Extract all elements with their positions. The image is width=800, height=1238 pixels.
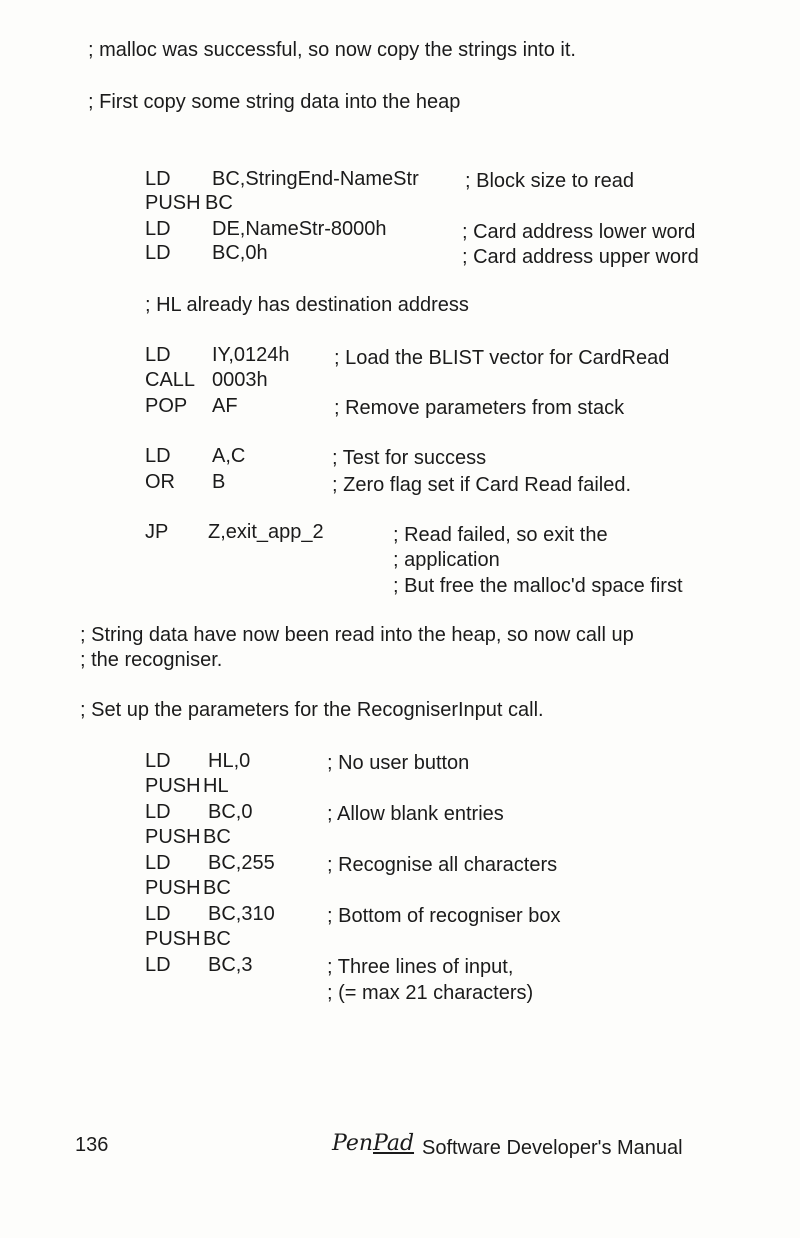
code-operand: BC <box>203 826 231 848</box>
code-opcode: LD <box>145 852 171 874</box>
code-opcode: PUSH <box>145 775 201 797</box>
comment-line: ; First copy some string data into the heap <box>88 91 461 113</box>
code-opcode: PUSH <box>145 928 201 950</box>
code-operand: BC <box>203 877 231 899</box>
code-operand: B <box>212 471 226 493</box>
code-opcode: LD <box>145 344 171 366</box>
code-comment: ; Load the BLIST vector for CardRead <box>334 347 670 369</box>
code-opcode: LD <box>145 954 171 976</box>
comment-line: ; HL already has destination address <box>145 294 469 316</box>
code-opcode: LD <box>145 801 171 823</box>
code-comment: ; Allow blank entries <box>327 803 504 825</box>
comment-line: ; String data have now been read into the heap, so now call up <box>80 624 634 646</box>
code-operand: BC,StringEnd-NameStr <box>212 168 419 190</box>
page-number: 136 <box>75 1134 109 1156</box>
code-operand: BC,310 <box>208 903 275 925</box>
code-comment: ; But free the malloc'd space first <box>393 575 683 597</box>
code-opcode: LD <box>145 242 171 264</box>
code-comment: ; Bottom of recogniser box <box>327 905 561 927</box>
code-comment: ; Read failed, so exit the <box>393 524 608 546</box>
code-comment: ; No user button <box>327 752 470 774</box>
code-comment: ; Card address upper word <box>462 246 699 268</box>
code-opcode: LD <box>145 218 171 240</box>
code-opcode: LD <box>145 750 171 772</box>
code-comment: ; Three lines of input, <box>327 956 514 978</box>
code-operand: DE,NameStr-8000h <box>212 218 387 240</box>
code-operand: BC,0h <box>212 242 268 264</box>
code-opcode: OR <box>145 471 175 493</box>
code-comment: ; Block size to read <box>465 170 634 192</box>
code-opcode: JP <box>145 521 169 543</box>
code-opcode: CALL <box>145 369 196 391</box>
code-operand: 0003h <box>212 369 268 391</box>
logo-pad: Pad <box>373 1131 415 1156</box>
code-comment: ; Remove parameters from stack <box>334 397 625 419</box>
code-opcode: LD <box>145 903 171 925</box>
code-opcode: LD <box>145 445 171 467</box>
code-comment: ; application <box>393 549 500 571</box>
code-operand: BC <box>203 928 231 950</box>
code-opcode: LD <box>145 168 171 190</box>
code-operand: HL,0 <box>208 750 251 772</box>
code-operand: Z,exit_app_2 <box>208 521 324 543</box>
code-comment: ; Recognise all characters <box>327 854 558 876</box>
code-opcode: PUSH <box>145 877 201 899</box>
logo-pen: Pen <box>332 1131 374 1156</box>
code-opcode: PUSH <box>145 192 201 214</box>
code-operand: A,C <box>212 445 246 467</box>
code-operand: BC,3 <box>208 954 253 976</box>
comment-line: ; the recogniser. <box>80 649 223 671</box>
comment-line: ; malloc was successful, so now copy the strings into it. <box>88 39 576 61</box>
code-comment: ; Zero flag set if Card Read failed. <box>332 474 632 496</box>
code-operand: BC <box>205 192 233 214</box>
code-comment: ; Card address lower word <box>462 221 696 243</box>
code-comment: ; (= max 21 characters) <box>327 982 534 1004</box>
comment-line: ; Set up the parameters for the RecogniserInput call. <box>80 699 544 721</box>
code-operand: AF <box>212 395 238 417</box>
code-opcode: POP <box>145 395 188 417</box>
code-operand: BC,255 <box>208 852 275 874</box>
manual-title: Software Developer's Manual <box>422 1137 683 1159</box>
code-operand: IY,0124h <box>212 344 290 366</box>
code-operand: HL <box>203 775 229 797</box>
code-opcode: PUSH <box>145 826 201 848</box>
code-comment: ; Test for success <box>332 447 487 469</box>
penpad-logo <box>332 1133 414 1155</box>
code-operand: BC,0 <box>208 801 253 823</box>
